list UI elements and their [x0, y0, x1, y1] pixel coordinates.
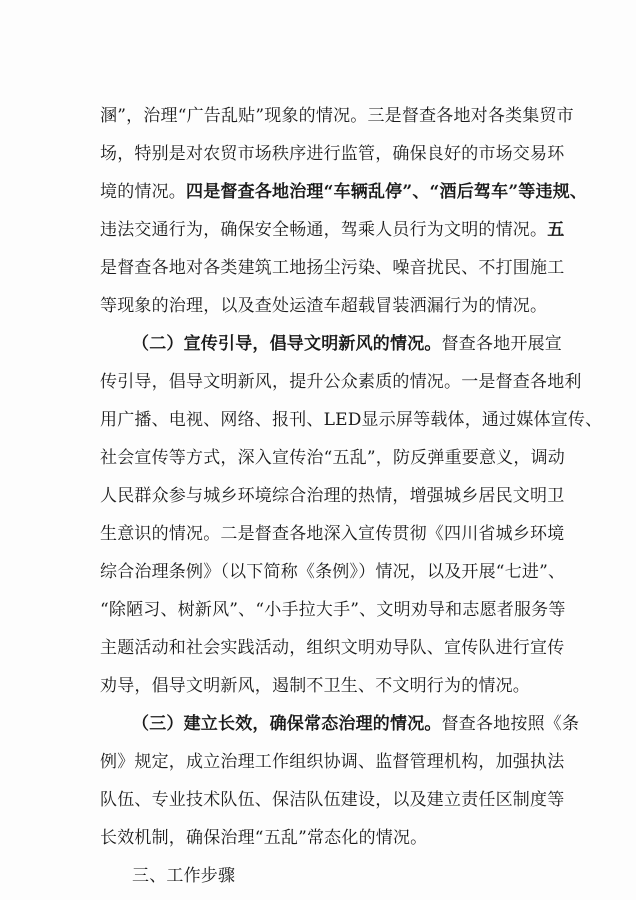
text-line: “除陋习、树新风”、“小手拉大手”、文明劝导和志愿者服务等: [100, 600, 566, 620]
text-line: 综合治理条例》（以下简称《条例》）情况，以及开展“七进”、: [100, 562, 566, 582]
section-heading-line: [132, 714, 580, 734]
text-line: 人民群众参与城乡环境综合治理的热情，增强城乡居民文明卫: [100, 486, 565, 506]
section-heading: （三）建立长效，确保常态治理的情况。: [132, 714, 442, 734]
text-line: 等现象的治理，以及查处运渣车超载冒装洒漏行为的情况。: [100, 296, 548, 316]
section-heading-line: [132, 334, 563, 354]
text-line: 主题活动和社会实践活动，组织文明劝导队、宣传队进行宣传: [100, 638, 565, 658]
text-line: 用广播、电视、网络、报刊、LED显示屏等载体，通过媒体宣传、: [100, 410, 603, 430]
bold-text-span: 四是督查各地治理“车辆乱停”、“酒后驾车”等违规、: [186, 182, 588, 202]
text-span: 督查各地按照《条: [441, 714, 580, 734]
text-line: 传引导，倡导文明新风，提升公众素质的情况。一是督查各地利: [100, 372, 582, 392]
text-line: [100, 182, 588, 202]
text-line: 生意识的情况。二是督查各地深入宣传贯彻《四川省城乡环境: [100, 524, 565, 544]
section-heading: （二）宣传引导，倡导文明新风的情况。: [132, 334, 442, 354]
text-line: 例》规定，成立治理工作组织协调、监督管理机构，加强执法: [100, 752, 565, 772]
text-line: 劝导，倡导文明新风，遏制不卫生、不文明行为的情况。: [100, 676, 530, 696]
text-line: 长效机制，确保治理“五乱”常态化的情况。: [100, 828, 428, 848]
text-span: 督查各地开展宣: [441, 334, 563, 354]
text-line: 社会宣传等方式，深入宣传治“五乱”，防反弹重要意义，调动: [100, 448, 565, 468]
text-span: 境的情况。: [100, 182, 186, 202]
text-line: 是督查各地对各类建筑工地扬尘污染、噪音扰民、不打围施工: [100, 258, 565, 278]
text-line: 场，特别是对农贸市场秩序进行监管，确保良好的市场交易环: [100, 144, 565, 164]
text-line: [100, 220, 565, 240]
text-line: 队伍、专业技术队伍、保洁队伍建设，以及建立责任区制度等: [100, 790, 565, 810]
chapter-heading: 三、工作步骤: [132, 866, 236, 886]
bold-text-span: 五: [547, 220, 565, 240]
text-span: 违法交通行为，确保安全畅通，驾乘人员行为文明的情况。: [100, 220, 548, 240]
text-line: 溷”，治理“广告乱贴”现象的情况。三是督查各地对各类集贸市: [100, 106, 574, 126]
